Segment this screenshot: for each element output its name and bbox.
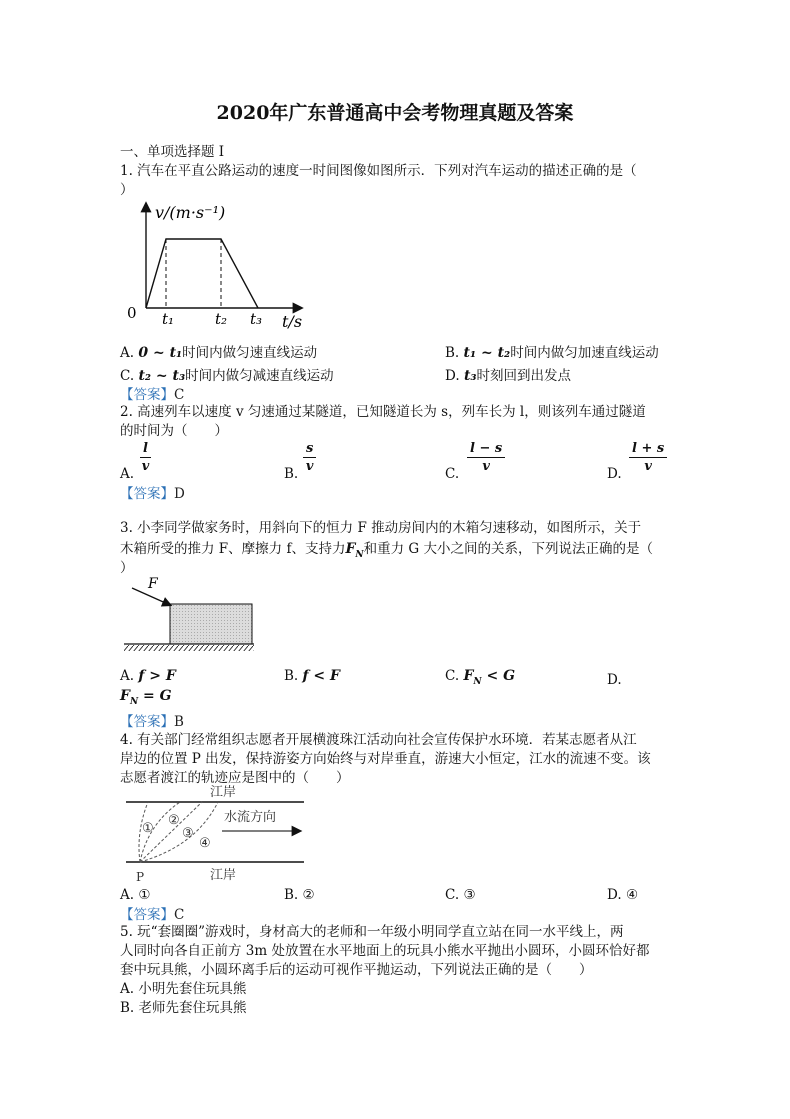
page-title: 2020年广东普通高中会考物理真题及答案 <box>216 102 574 124</box>
q1-answer <box>120 383 184 403</box>
q2-option-b[interactable] <box>303 441 316 474</box>
q2-option-d[interactable] <box>629 441 667 474</box>
q4-stem-line1: 4. 有关部门经常组织志愿者开展横渡珠江活动向社会宣传保护水环境．若某志愿者从江 <box>120 732 637 748</box>
q1-option-d-math: t₃ <box>463 368 477 384</box>
q1-origin-label: 0 <box>127 304 137 322</box>
q1-option-a-label: A. <box>120 345 135 361</box>
q2-answer-value: D <box>174 486 185 502</box>
q3-option-a-math: f > F <box>138 668 176 684</box>
q4-answer-value: C <box>174 907 185 923</box>
q2-option-c-numerator: l − s <box>470 441 503 456</box>
q5-stem-line3: 套中玩具熊，小圆环离手后的运动可视作平抛运动，下列说法正确的是（ ） <box>120 962 593 978</box>
q3-option-c-math: $F_N < G$ <box>463 668 516 687</box>
q2-option-b-numerator: s <box>306 441 314 456</box>
q5-option-a[interactable]: A. 小明先套住玩具熊 <box>120 981 247 997</box>
q3-stem-line3: ） <box>120 560 134 576</box>
q5-stem-line2: 人同时向各自正前方 3m 处放置在水平地面上的玩具小熊水平抛出小圆环，小圆环恰好都 <box>120 943 650 959</box>
q4-path-3-label: ③ <box>182 826 194 841</box>
q3-wooden-box <box>170 604 252 644</box>
q3-option-d-label: D. <box>607 672 622 688</box>
q4-path-4-label: ④ <box>199 836 211 851</box>
q1-option-a-math: 0 ~ t₁ <box>138 345 183 361</box>
q3-answer-label: 【答案】 <box>120 714 174 730</box>
q2-option-a-denominator: v <box>141 459 150 474</box>
q4-path-1-label: ① <box>142 821 154 836</box>
q1-option-a[interactable] <box>120 341 317 361</box>
q4-answer <box>120 903 184 923</box>
q4-path-2-label: ② <box>168 813 180 828</box>
q3-force-label: F <box>148 576 158 592</box>
q4-answer-label: 【答案】 <box>120 907 174 923</box>
q3-answer <box>120 710 184 730</box>
q3-stem-line1: 3. 小李同学做家务时，用斜向下的恒力 F 推动房间内的木箱匀速移动，如图所示，关于 <box>120 520 642 536</box>
q1-option-b[interactable] <box>445 341 659 361</box>
q3-option-b[interactable] <box>284 668 340 684</box>
q4-option-c-label: C. <box>445 887 460 903</box>
q1-t2-label: t₂ <box>215 310 228 328</box>
q4-option-b[interactable] <box>284 887 315 903</box>
q1-option-d-text: 时刻回到出发点 <box>476 368 572 384</box>
q1-option-a-text: 时间内做匀速直线运动 <box>182 345 318 361</box>
q3-option-d-math: $F_N = G$ <box>120 688 172 707</box>
q4-flow-label: 水流方向 <box>224 810 277 825</box>
q2-option-d-label: D. <box>607 466 622 482</box>
q4-option-d-text: ④ <box>625 887 639 903</box>
q3-stem-fn: $F_N$ <box>345 541 364 560</box>
q3-box-figure <box>118 574 258 660</box>
q4-option-d[interactable] <box>607 887 638 903</box>
q4-option-a-label: A. <box>120 887 135 903</box>
q2-option-a[interactable] <box>140 441 151 474</box>
q4-top-bank-label: 江岸 <box>210 785 237 800</box>
q1-t1-label: t₁ <box>162 310 175 328</box>
q4-option-c-text: ③ <box>463 887 476 903</box>
q4-option-c[interactable] <box>445 887 476 903</box>
q2-option-b-label: B. <box>284 466 299 482</box>
q4-bottom-bank-label: 江岸 <box>210 868 237 883</box>
q2-option-a-numerator: l <box>143 441 148 456</box>
q1-option-b-math: t₁ ~ t₂ <box>463 345 511 361</box>
q4-option-d-label: D. <box>607 887 622 903</box>
q2-stem-line1: 2. 高速列车以速度 v 匀速通过某隧道，已知隧道长为 s，列车长为 l，则该列车通过隧道 <box>120 404 646 420</box>
q1-answer-label: 【答案】 <box>120 387 174 403</box>
q4-option-b-text: ② <box>302 887 315 903</box>
q4-point-label: P <box>136 870 145 884</box>
q1-option-b-label: B. <box>445 345 460 361</box>
q2-option-b-denominator: v <box>305 459 314 474</box>
q1-stem-line2: ） <box>120 182 134 198</box>
q1-answer-value: C <box>174 387 185 403</box>
q2-answer-label: 【答案】 <box>120 486 174 502</box>
q2-option-c-denominator: v <box>482 459 490 474</box>
q1-velocity-curve <box>146 239 258 308</box>
q3-answer-value: B <box>174 714 184 730</box>
q1-stem-line1: 1. 汽车在平直公路运动的速度一时间图像如图所示．下列对汽车运动的描述正确的是（ <box>120 163 637 179</box>
q2-option-c-label: C. <box>445 466 460 482</box>
q1-option-c-label: C. <box>120 368 135 384</box>
q4-river-figure <box>118 784 308 884</box>
q3-floor-hatch <box>124 645 254 651</box>
q1-velocity-time-graph <box>118 196 308 331</box>
q4-option-b-label: B. <box>284 887 299 903</box>
q4-stem-line3: 志愿者渡江的轨迹应是图中的（ ） <box>120 770 350 786</box>
q3-stem-line2-a: 木箱所受的推力 F、摩擦力 f、支持力 <box>120 541 346 557</box>
q5-option-b[interactable]: B. 老师先套住玩具熊 <box>120 1000 247 1016</box>
q3-option-c[interactable] <box>445 668 515 687</box>
q1-y-label: v/(m·s⁻¹) <box>155 203 226 222</box>
q4-option-a-text: ① <box>138 887 151 903</box>
q4-stem-line2: 岸边的位置 P 出发，保持游姿方向始终与对岸垂直，游速大小恒定，江水的流速不变。该 <box>120 751 651 767</box>
q1-option-c-text: 时间内做匀减速直线运动 <box>185 368 334 384</box>
q3-option-b-label: B. <box>284 668 299 684</box>
q3-option-c-label: C. <box>445 668 460 684</box>
q3-stem-line2 <box>120 539 653 565</box>
section-heading: 一、单项选择题 I <box>120 144 225 160</box>
q3-option-a-label: A. <box>120 668 135 684</box>
q3-option-d[interactable] <box>120 688 172 707</box>
q3-option-b-math: f < F <box>302 668 340 684</box>
q5-stem-line1: 5. 玩“套圈圈”游戏时，身材高大的老师和一年级小明同学直立站在同一水平线上，两 <box>120 924 624 940</box>
q3-option-a[interactable] <box>120 668 176 684</box>
q2-option-d-numerator: l + s <box>632 441 665 456</box>
q2-option-a-label: A. <box>120 466 135 482</box>
q4-option-a[interactable] <box>120 887 150 903</box>
q1-option-c-math: t₂ ~ t₃ <box>138 368 186 384</box>
q1-option-d-label: D. <box>445 368 460 384</box>
q2-answer <box>120 482 185 502</box>
q3-stem-line2-b: 和重力 G 大小之间的关系，下列说法正确的是（ <box>363 541 654 557</box>
q1-t3-label: t₃ <box>250 310 263 328</box>
q2-option-d-denominator: v <box>644 459 652 474</box>
q1-option-d[interactable] <box>445 364 571 384</box>
q1-x-label: t/s <box>282 312 303 331</box>
q1-option-c[interactable] <box>120 364 334 384</box>
q1-option-b-text: 时间内做匀加速直线运动 <box>510 345 659 361</box>
q2-stem-line2: 的时间为（ ） <box>120 423 228 439</box>
q2-option-c[interactable] <box>467 441 505 474</box>
